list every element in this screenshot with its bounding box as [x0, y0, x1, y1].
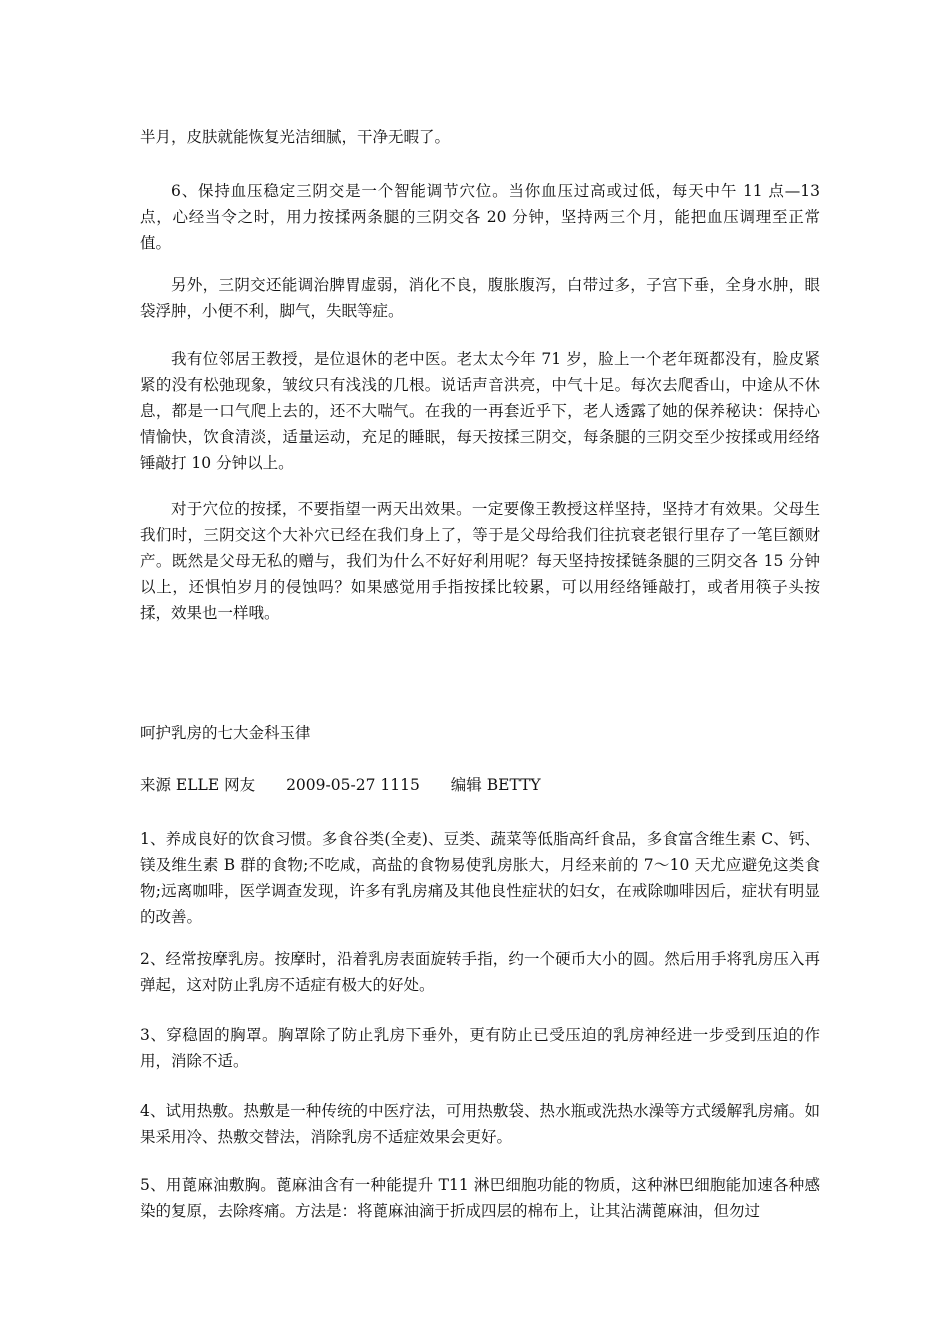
- article2-meta-block: [140, 772, 820, 798]
- paragraph: 我有位邻居王教授，是位退休的老中医。老太太今年 71 岁，脸上一个老年斑都没有，脸皮紧紧的没有松弛现象，皱纹只有浅浅的几根。说话声音洪亮，中气十足。每次去爬香山，中途从不休息，都是一口气爬上去的，还不大喘气。在我的一再套近乎下，老人透露了她的保养秘诀：保持心情愉快，饮食清淡，适量运动，充足的睡眠，每天按揉三阴交，每条腿的三阴交至少按揉或用经络锤敲打 10 分钟以上。: [140, 350, 820, 472]
- article1-p2: [140, 178, 820, 256]
- list-item: 4、试用热敷。热敷是一种传统的中医疗法，可用热敷袋、热水瓶或洗热水澡等方式缓解乳房痛。如果采用冷、热敷交替法，消除乳房不适症效果会更好。: [140, 1102, 820, 1146]
- paragraph: 对于穴位的按揉，不要指望一两天出效果。一定要像王教授这样坚持，坚持才有效果。父母生我们时，三阴交这个大补穴已经在我们身上了，等于是父母给我们往抗衰老银行里存了一笔巨额财产。既然是父母无私的赠与，我们为什么不好好利用呢？每天坚持按揉链条腿的三阴交各 15 分钟以上，还惧怕岁月的侵蚀吗？如果感觉用手指按揉比较累，可以用经络锤敲打，或者用筷子头按揉，效果也一样哦。: [140, 500, 820, 622]
- article2-item2: [140, 946, 820, 998]
- article-meta: 来源 ELLE 网友 2009-05-27 1115 编辑 BETTY: [140, 776, 541, 794]
- article2-title-block: [140, 720, 820, 746]
- list-item: 3、穿稳固的胸罩。胸罩除了防止乳房下垂外，更有防止已受压迫的乳房神经进一步受到压迫的作用，消除不适。: [140, 1026, 820, 1070]
- article2-item3: [140, 1022, 820, 1074]
- list-item: 1、养成良好的饮食习惯。多食谷类(全麦)、豆类、蔬菜等低脂高纤食品，多食富含维生素 C、钙、镁及维生素 B 群的食物;不吃咸，高盐的食物易使乳房胀大，月经来前的 7～10 天尤应避免这类食物;远离咖啡，医学调查发现，许多有乳房痛及其他良性症状的妇女，在戒除咖啡因后，症状有明显的改善。: [140, 830, 820, 926]
- article2-item4: [140, 1098, 820, 1150]
- article-title: 呵护乳房的七大金科玉律: [140, 724, 311, 742]
- article1-p4: [140, 346, 820, 476]
- article2-item5: [140, 1172, 820, 1224]
- list-item: 5、用蓖麻油敷胸。蓖麻油含有一种能提升 T11 淋巴细胞功能的物质，这种淋巴细胞能加速各种感染的复原，去除疼痛。方法是：将蓖麻油滴于折成四层的棉布上，让其沾满蓖麻油，但勿过: [140, 1176, 820, 1220]
- article1-p3: [140, 272, 820, 324]
- article1-p5: [140, 496, 820, 626]
- article2-item1: [140, 826, 820, 930]
- article1-p1: [140, 124, 820, 150]
- paragraph: 半月，皮肤就能恢复光洁细腻，干净无暇了。: [140, 128, 451, 146]
- paragraph: 6、保持血压稳定三阴交是一个智能调节穴位。当你血压过高或过低，每天中午 11 点—13 点，心经当令之时，用力按揉两条腿的三阴交各 20 分钟，坚持两三个月，能把血压调理至正常值。: [140, 182, 820, 252]
- paragraph: 另外，三阴交还能调治脾胃虚弱，消化不良，腹胀腹泻，白带过多，子宫下垂，全身水肿，眼袋浮肿，小便不利，脚气，失眠等症。: [140, 276, 820, 320]
- list-item: 2、经常按摩乳房。按摩时，沿着乳房表面旋转手指，约一个硬币大小的圆。然后用手将乳房压入再弹起，这对防止乳房不适症有极大的好处。: [140, 950, 820, 994]
